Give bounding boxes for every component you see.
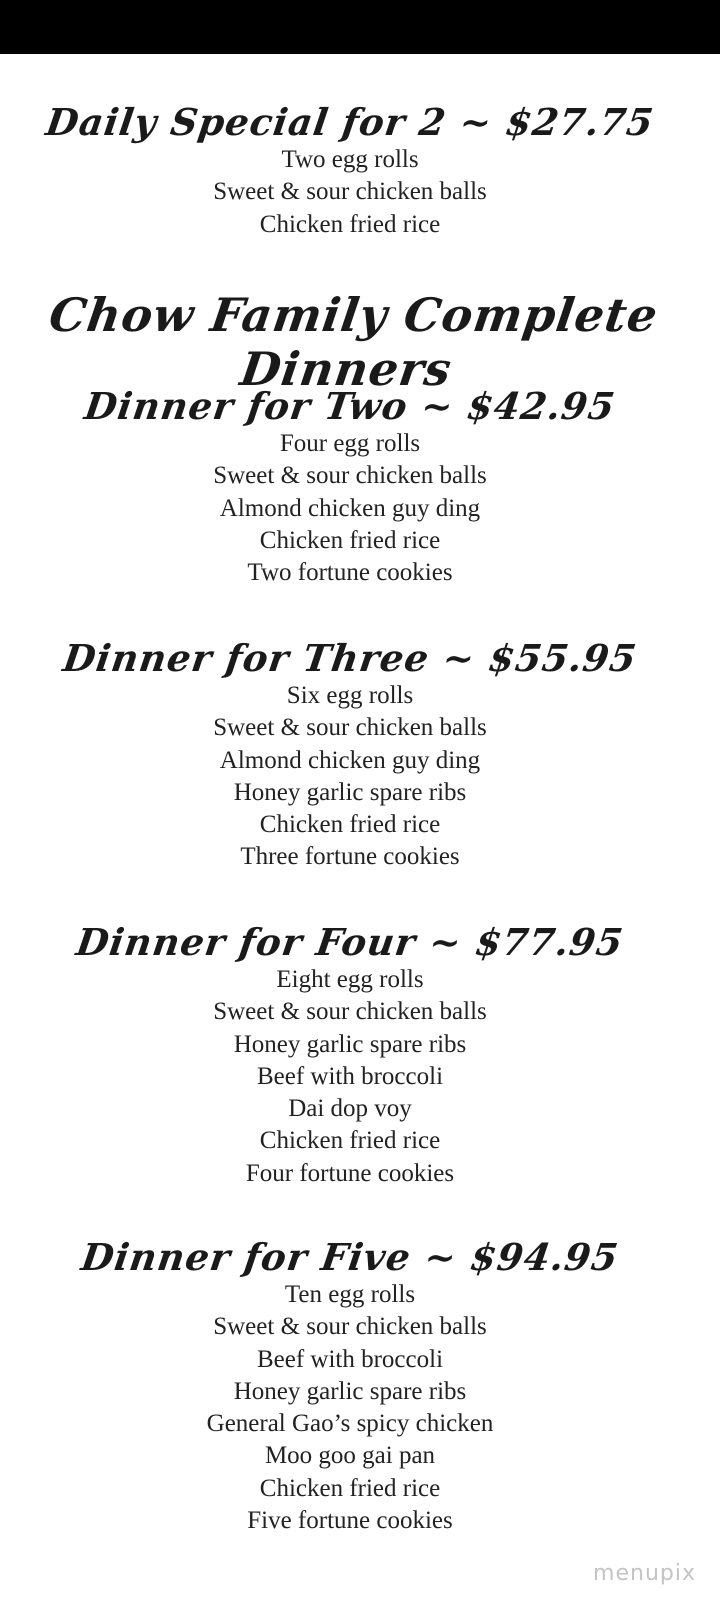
menu-item: Almond chicken guy ding [219,746,481,774]
menu-item: Four fortune cookies [245,1159,455,1187]
menu-item: Five fortune cookies [247,1507,453,1535]
menu-item: Two fortune cookies [247,559,453,587]
section-title: Chow Family Complete Dinners [45,288,662,396]
menu-item: Sweet & sour chicken balls [213,462,487,490]
dinner-heading: Dinner for Three ~ $55.95 [60,636,640,680]
top-black-bar [0,0,720,54]
menu-item: Beef with broccoli [256,1062,444,1090]
menu-item: Six egg rolls [286,682,414,709]
dinner-items [0,428,700,589]
dinner-heading: Dinner for Two ~ $42.95 [81,384,619,428]
menu-item: Four egg rolls [279,430,421,457]
dinner-heading: Dinner for Four ~ $77.95 [73,920,627,964]
menu-item: Sweet & sour chicken balls [213,178,487,206]
menu-item: Chicken fried rice [259,1474,441,1502]
daily-special-items [0,144,700,241]
menu-item: General Gao’s spicy chicken [206,1410,494,1438]
dinner-items [0,964,700,1190]
menu-item: Moo goo gai pan [264,1442,436,1470]
dinner-heading: Dinner for Five ~ $94.95 [78,1235,622,1279]
dinner-for-four-section [0,920,700,1190]
menu-item: Honey garlic spare ribs [233,778,467,806]
menu-item: Three fortune cookies [240,843,460,871]
menu-item: Chicken fried rice [259,526,441,554]
menu-item: Two egg rolls [281,146,419,173]
dinner-items [0,1279,700,1537]
menu-item: Chicken fried rice [259,811,441,839]
menu-item: Honey garlic spare ribs [233,1030,467,1058]
menu-item: Honey garlic spare ribs [233,1377,467,1405]
daily-special-section [0,100,700,241]
menupix-watermark: menupix [593,1561,696,1586]
dinner-for-three-section [0,636,700,874]
dinner-for-two-section [0,384,700,589]
menu-item: Chicken fried rice [259,210,441,238]
menu-item: Beef with broccoli [256,1345,444,1373]
menu-item: Eight egg rolls [276,966,424,993]
menu-item: Dai dop voy [288,1095,412,1123]
daily-special-heading: Daily Special for 2 ~ $27.75 [43,100,657,144]
dinner-for-five-section [0,1235,700,1537]
menu-item: Sweet & sour chicken balls [213,1313,487,1341]
dinner-items [0,680,700,874]
section-title-block [0,288,700,396]
menu-item: Ten egg rolls [284,1281,416,1308]
menu-item: Chicken fried rice [259,1127,441,1155]
menu-item: Sweet & sour chicken balls [213,998,487,1026]
menu-item: Sweet & sour chicken balls [213,714,487,742]
menu-item: Almond chicken guy ding [219,494,481,522]
